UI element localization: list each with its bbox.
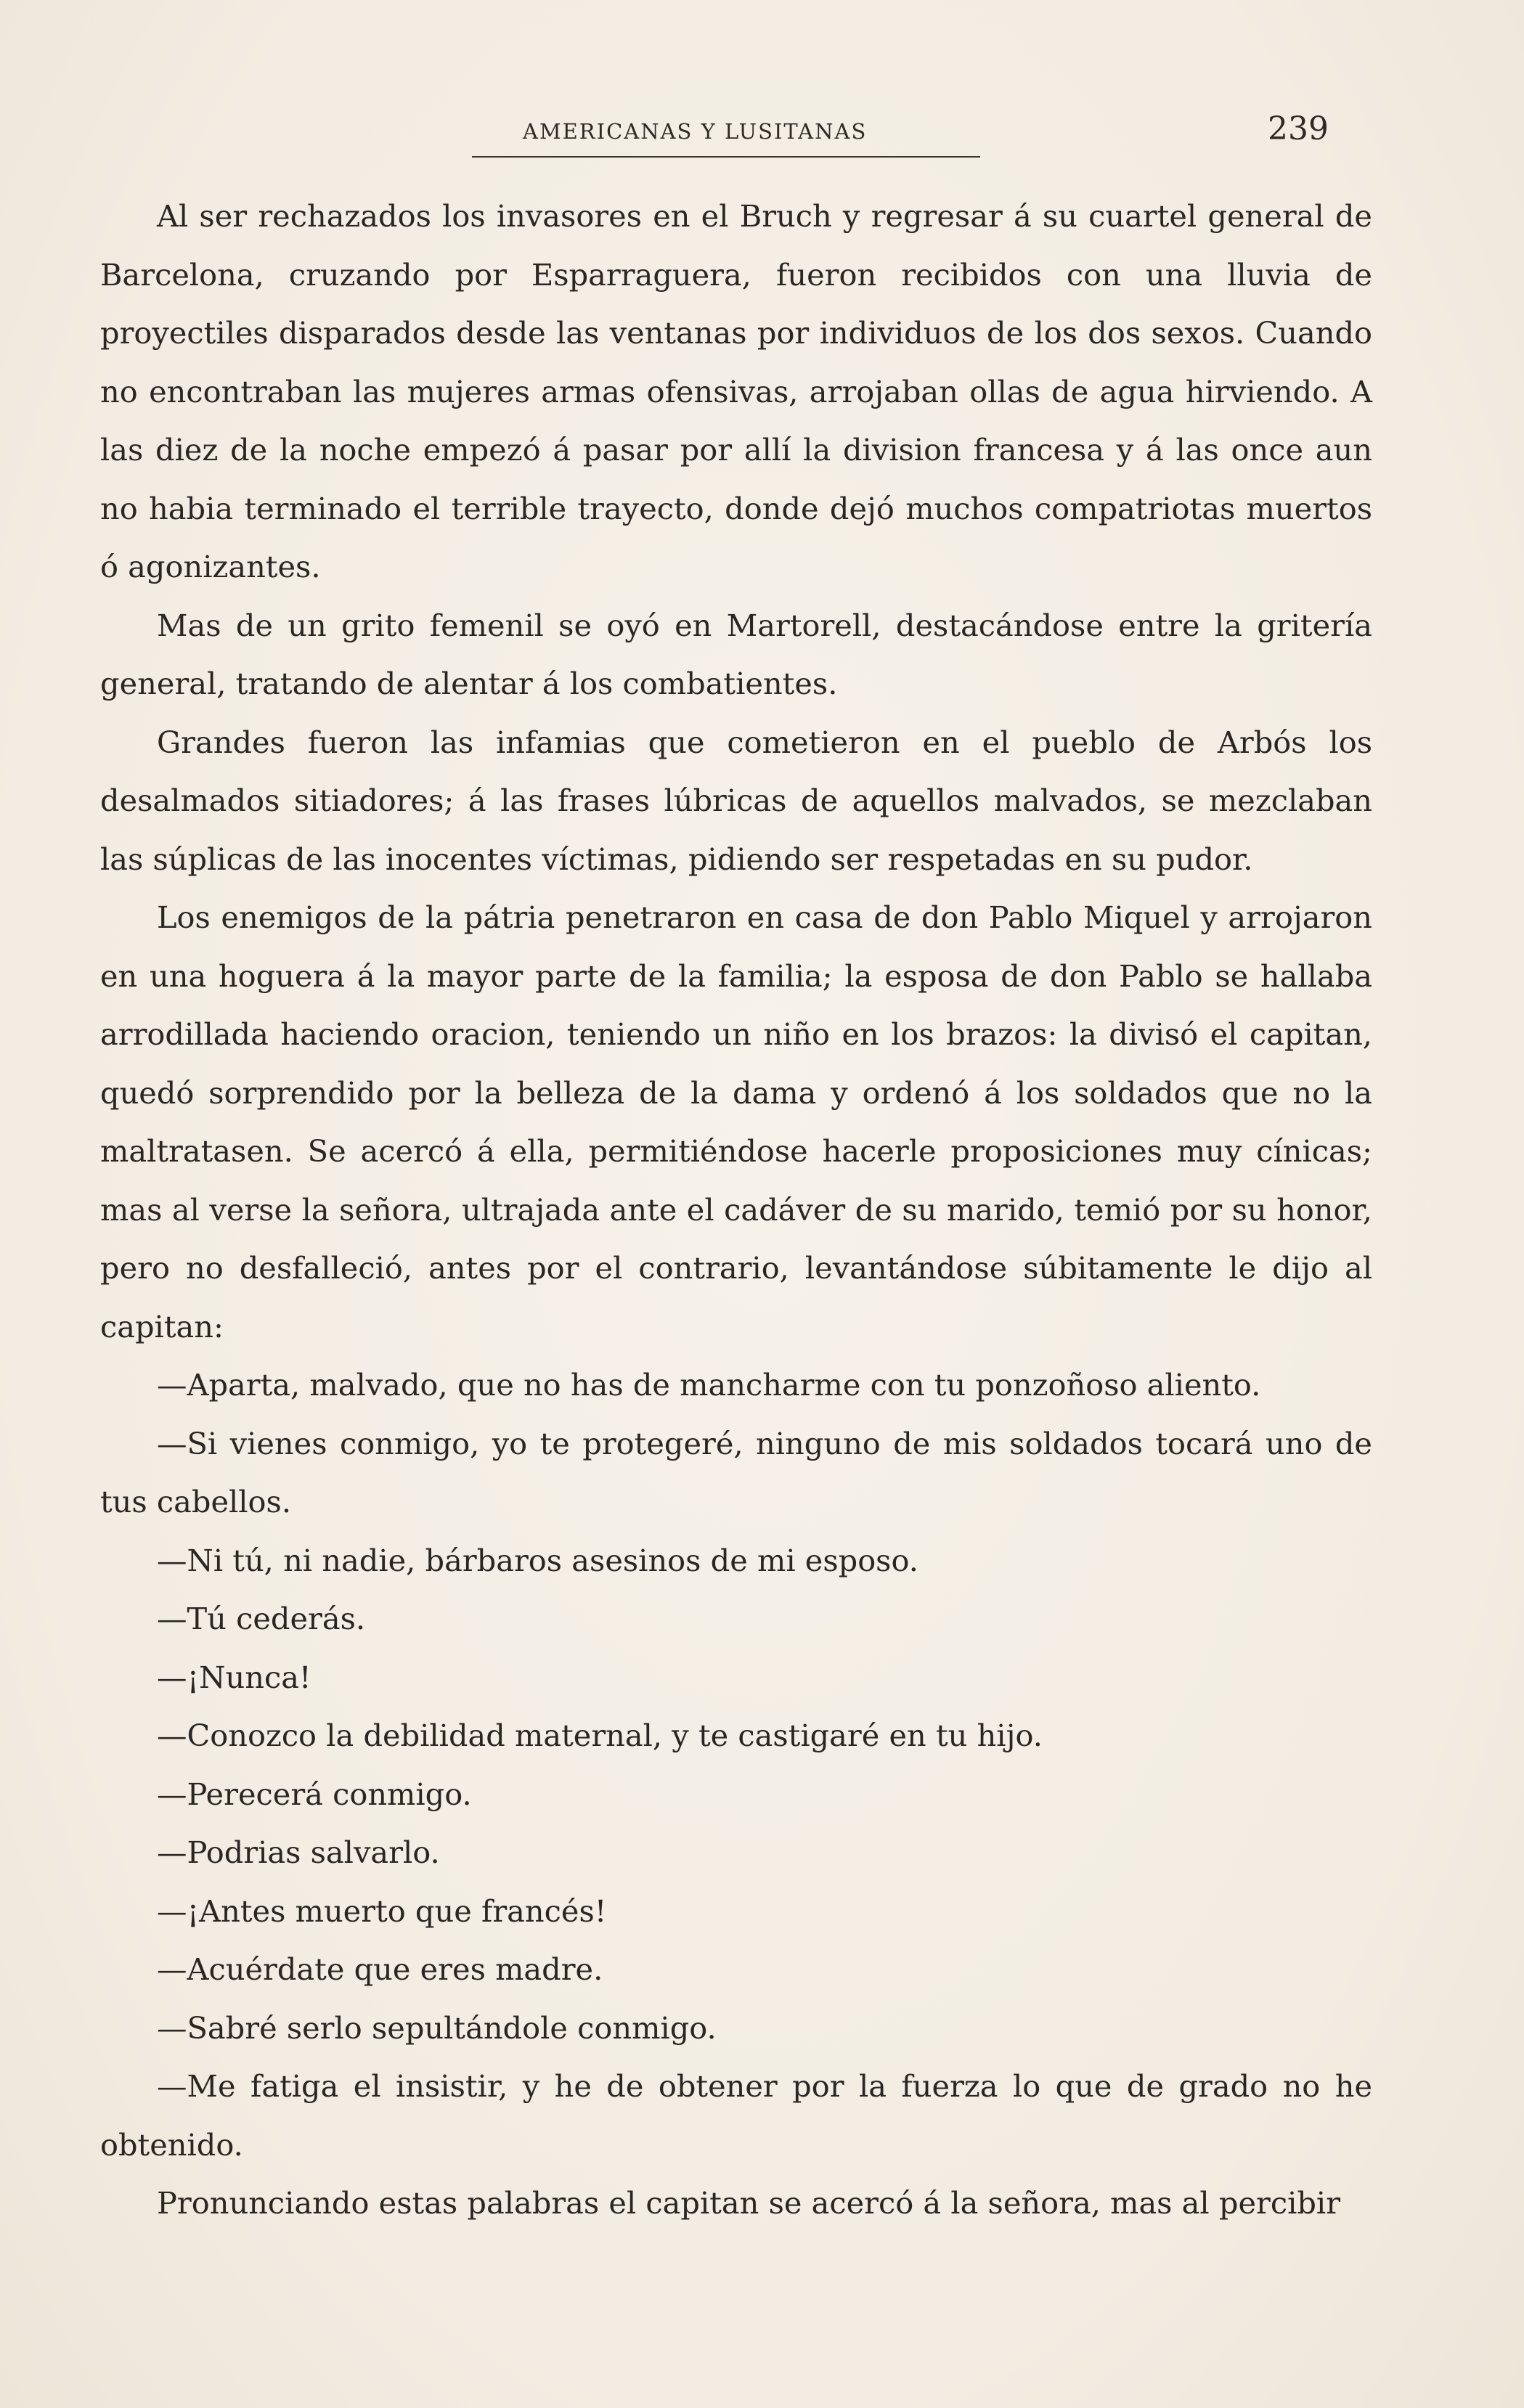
paragraph: Pronunciando estas palabras el capitan se acercó á la señora, mas al percibir (157, 2185, 1341, 2221)
dialogue-line: —Me fatiga el insistir, y he de obtener por la fuerza lo que de grado no he obtenido. (100, 2068, 1372, 2163)
dialogue-line: —Podrias salvarlo. (157, 1834, 440, 1870)
header-rule (472, 156, 980, 158)
running-title: AMERICANAS Y LUSITANAS (523, 119, 868, 144)
paragraph: Mas de un grito femenil se oyó en Martorell, destacándose entre la gritería general, tratando de alentar á los combatientes. (100, 607, 1372, 701)
dialogue-line: —Ni tú, ni nadie, bárbaros asesinos de mi esposo. (157, 1542, 918, 1578)
dialogue-line: —Acuérdate que eres madre. (157, 1951, 603, 1987)
body-text (100, 187, 1372, 2233)
page-header (472, 109, 1329, 160)
dialogue-line: —Sabré serlo sepultándole conmigo. (157, 2009, 717, 2046)
dialogue-line: —Conozco la debilidad maternal, y te castigaré en tu hijo. (157, 1718, 1043, 1753)
dialogue-line: —Si vienes conmigo, yo te protegeré, ninguno de mis soldados tocará uno de tus cabellos. (100, 1425, 1372, 1519)
dialogue-line: —Perecerá conmigo. (157, 1776, 472, 1812)
paragraph: Grandes fueron las infamias que cometieron en el pueblo de Arbós los desalmados sitiadores; á las frases lúbricas de aquellos malvados, se mezclaban las súplicas de las inocentes víctimas, pidiendo ser respetadas en su pudor. (100, 724, 1372, 877)
dialogue-line: —Aparta, malvado, que no has de mancharme con tu ponzoñoso aliento. (157, 1367, 1261, 1403)
dialogue-line: —¡Antes muerto que francés! (157, 1893, 607, 1929)
dialogue-line: —¡Nunca! (157, 1659, 311, 1695)
page-number: 239 (1268, 110, 1329, 147)
dialogue-line: —Tú cederás. (157, 1601, 366, 1636)
paragraph: Al ser rechazados los invasores en el Bruch y regresar á su cuartel general de Barcelona, cruzando por Esparraguera, fueron recibidos con una lluvia de proyectiles disparados desde las ventanas por individuos de los dos sexos. Cuando no encontraban las mujeres armas ofensivas, arrojaban ollas de agua hirviendo. A las diez de la noche empezó á pasar por allí la division francesa y á las once aun no habia terminado el terrible trayecto, donde dejó muchos compatriotas muertos ó agonizantes. (100, 198, 1372, 584)
paragraph: Los enemigos de la pátria penetraron en casa de don Pablo Miquel y arrojaron en una hoguera á la mayor parte de la familia; la esposa de don Pablo se hallaba arrodillada haciendo oracion, teniendo un niño en los brazos: la divisó el capitan, quedó sorprendido por la belleza de la dama y ordenó á los soldados que no la maltratasen. Se acercó á ella, permitiéndose hacerle proposiciones muy cínicas; mas al verse la señora, ultrajada ante el cadáver de su marido, temió por su honor, pero no desfalleció, antes por el contrario, levantándose súbitamente le dijo al capitan: (100, 899, 1372, 1344)
